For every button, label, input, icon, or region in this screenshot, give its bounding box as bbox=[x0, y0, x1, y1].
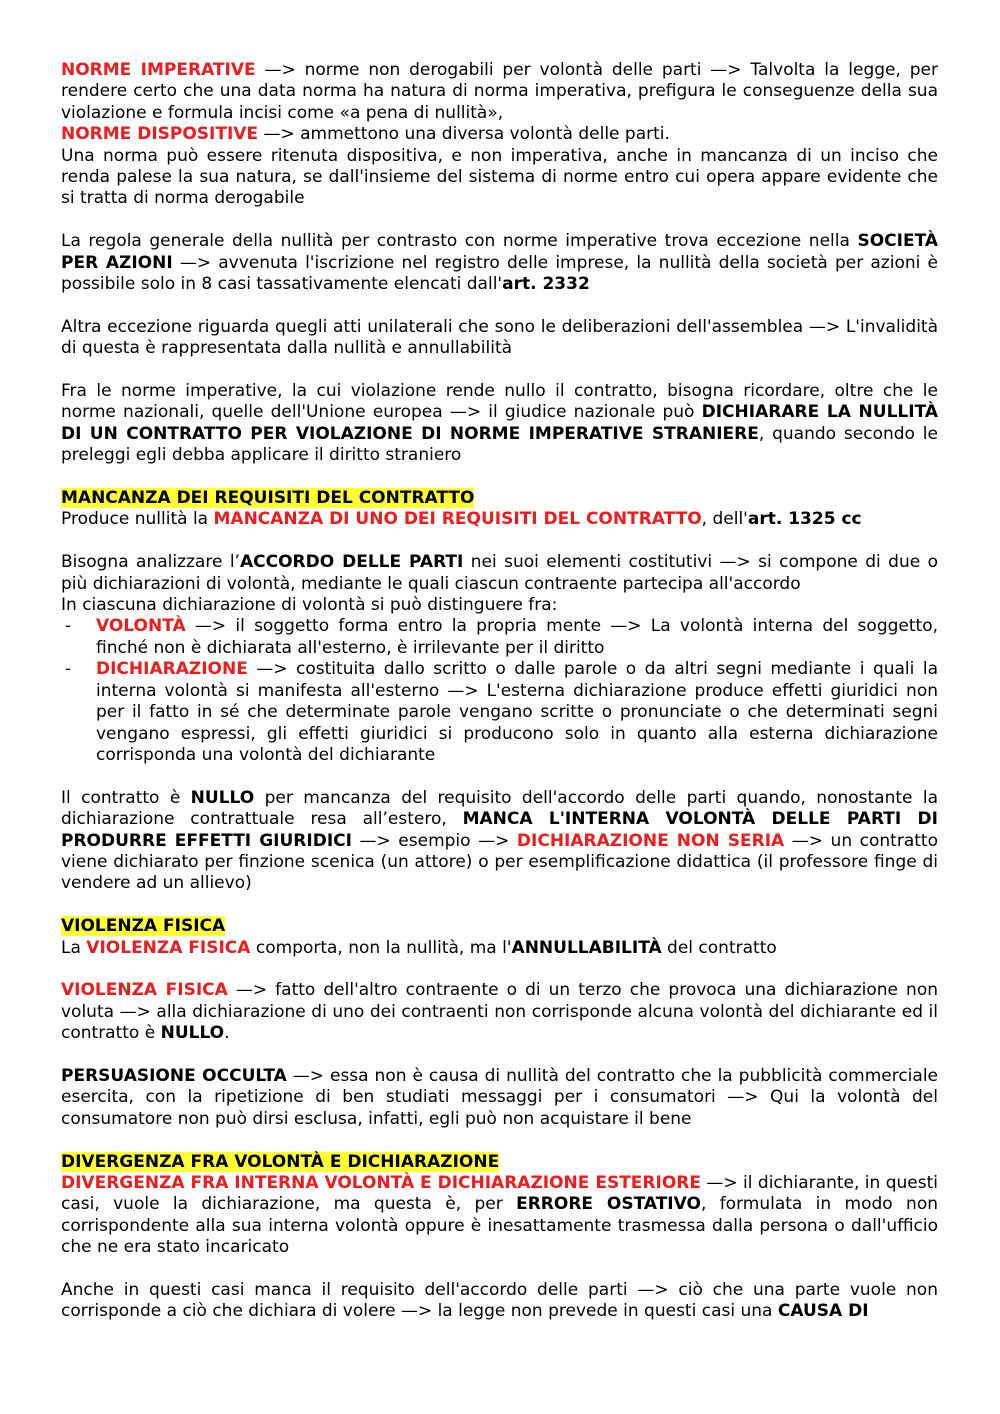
highlighted-heading: MANCANZA DEI REQUISITI DEL CONTRATTO bbox=[61, 488, 475, 509]
text: —> un contratto viene dichiarato per finzione scenica (un attore) o per esemplificazione didattica (il professore finge di vendere ad un allievo) bbox=[61, 830, 938, 894]
spacer bbox=[61, 959, 938, 980]
spacer bbox=[61, 295, 938, 316]
text: —> costituita dallo scritto o dalle parole o da altri segni mediante i quali la interna volontà si manifesta all'esterno —> L'esterna dichiarazione produce effetti giuridici non per il fatto in sé che determinate parole vengano scritte o pronunciate o che determinati segni vengano espressi, gli effetti giuridici si producono solo in quanto alla esterna dichiarazione corrisponda una volontà del dichiarante bbox=[96, 659, 938, 765]
text: Il contratto è bbox=[61, 787, 191, 808]
spacer bbox=[61, 1130, 938, 1151]
text: —> il dichiarante, in questi casi, vuole la dichiarazione, ma questa è, per bbox=[61, 1172, 938, 1215]
section-heading-mancanza-requisiti bbox=[61, 488, 938, 509]
paragraph-persuasione-occulta bbox=[61, 1066, 938, 1130]
text: —> ammettono una diversa volontà delle parti. bbox=[258, 124, 670, 145]
spacer bbox=[61, 895, 938, 916]
term-mancanza-requisiti: MANCANZA DI UNO DEI REQUISITI DEL CONTRATTO bbox=[213, 509, 702, 530]
spacer bbox=[61, 766, 938, 787]
term-errore-ostativo: ERRORE OSTATIVO bbox=[516, 1194, 701, 1215]
text: Anche in questi casi manca il requisito dell'accordo delle parti —> ciò che una parte vuole non corrisponde a ciò che dichiara di volere —> la legge non prevede in questi casi una bbox=[61, 1279, 938, 1322]
term-norme-dispositive: NORME DISPOSITIVE bbox=[61, 124, 259, 145]
term-societa-per-azioni: SOCIETÀ PER AZIONI bbox=[61, 231, 938, 273]
list-item-text bbox=[96, 659, 938, 766]
paragraph-norme-imperative bbox=[61, 60, 938, 124]
text: —> norme non derogabili per volontà delle parti —> Talvolta la legge, per rendere certo che una data norma ha natura di norma imperativa, prefigura le conseguenze della sua violazione e formula incisi come «a pena di nullità», bbox=[61, 60, 938, 123]
paragraph-contratto-nullo bbox=[61, 788, 938, 895]
term-accordo-parti: ACCORDO DELLE PARTI bbox=[239, 552, 464, 573]
term-nullo: NULLO bbox=[190, 787, 255, 808]
text: La bbox=[61, 937, 87, 958]
spacer bbox=[61, 210, 938, 231]
text: —> avvenuta l'iscrizione nel registro delle imprese, la nullità della società per azioni è possibile solo in 8 casi tassativamente elencati dall' bbox=[61, 252, 938, 295]
text: , formulata in modo non corrispondente alla sua interna volontà oppure è inesattamente trasmessa dalla persona o dall'ufficio che ne era stato incaricato bbox=[61, 1194, 938, 1258]
spacer bbox=[61, 1045, 938, 1066]
term-dichiarazione-non-seria: DICHIARAZIONE NON SERIA bbox=[516, 830, 785, 851]
text: La regola generale della nullità per contrasto con norme imperative trova eccezione nella bbox=[61, 231, 858, 252]
term-volonta: VOLONTÀ bbox=[96, 616, 186, 637]
list-bullet: - bbox=[65, 616, 72, 637]
term-nullo: NULLO bbox=[160, 1023, 225, 1044]
list-item-dichiarazione bbox=[61, 659, 938, 766]
text: —> fatto dell'altro contraente o di un terzo che provoca una dichiarazione non voluta —> alla dichiarazione di uno dei contraenti non corrisponde alcuna volontà del dichiarante ed il contratto è bbox=[61, 980, 938, 1044]
list-item-text bbox=[96, 616, 938, 659]
paragraph-violenza-annullabilita bbox=[61, 938, 938, 959]
paragraph-deliberazioni-assemblea: Altra eccezione riguarda quegli atti unilaterali che sono le deliberazioni dell'assemblea —> L'invalidità di questa è rappresentata dalla nullità e annullabilità bbox=[61, 316, 938, 359]
term-violenza-fisica: VIOLENZA FISICA bbox=[86, 937, 251, 958]
article-reference: art. 2332 bbox=[502, 274, 590, 295]
paragraph-divergenza bbox=[61, 1173, 938, 1259]
paragraph-requisito-accordo bbox=[61, 1280, 938, 1323]
article-reference: art. 1325 cc bbox=[747, 509, 862, 530]
paragraph-accordo-parti bbox=[61, 552, 938, 595]
text: —> esempio —> bbox=[351, 830, 517, 851]
document-page bbox=[61, 60, 938, 1323]
paragraph-dichiarazione-intro: In ciascuna dichiarazione di volontà si può distinguere fra: bbox=[61, 595, 558, 616]
spacer bbox=[61, 360, 938, 381]
term-violenza-fisica: VIOLENZA FISICA bbox=[61, 980, 228, 1001]
paragraph-violenza-definizione bbox=[61, 980, 938, 1044]
section-heading-divergenza bbox=[61, 1152, 938, 1173]
text: nei suoi elementi costitutivi —> si compone di due o più dichiarazioni di volontà, mediante le quali ciascun contraente partecipa all'accordo bbox=[61, 552, 938, 594]
term-persuasione-occulta: PERSUASIONE OCCULTA bbox=[61, 1065, 287, 1086]
paragraph-norme-dispositive bbox=[61, 124, 938, 145]
paragraph-societa-per-azioni bbox=[61, 231, 938, 295]
text: , quando secondo le preleggi egli debba applicare il diritto straniero bbox=[61, 423, 938, 466]
highlighted-heading: VIOLENZA FISICA bbox=[61, 916, 226, 937]
text: . bbox=[224, 1023, 230, 1044]
term-manca-interna-volonta: MANCA L'INTERNA VOLONTÀ DELLE PARTI DI PRODURRE EFFETTI GIURIDICI bbox=[61, 809, 938, 851]
paragraph-norma-dispositiva: Una norma può essere ritenuta dispositiva, e non imperativa, anche in mancanza di un inciso che renda palese la sua natura, se dall'insieme del sistema di norme entro cui opera appare evidente che si tratta di norma derogabile bbox=[61, 145, 938, 209]
text: —> essa non è causa di nullità del contratto che la pubblicità commerciale esercita, con la ripetizione di ben studiati messaggi per i consumatori —> Qui la volontà del consumatore non può dirsi esclusa, infatti, egli può non acquistare il bene bbox=[61, 1065, 938, 1129]
spacer bbox=[61, 1259, 938, 1280]
text: del contratto bbox=[661, 937, 777, 958]
term-divergenza: DIVERGENZA FRA INTERNA VOLONTÀ E DICHIARAZIONE ESTERIORE bbox=[61, 1172, 701, 1193]
text: , dell' bbox=[701, 509, 748, 530]
text: Produce nullità la bbox=[61, 509, 214, 530]
term-causa-di: CAUSA DI bbox=[777, 1301, 869, 1322]
text: per mancanza del requisito dell'accordo delle parti quando, nonostante la dichiarazione contrattuale resa all’estero, bbox=[61, 787, 938, 830]
list-item-volonta bbox=[61, 616, 938, 659]
spacer bbox=[61, 467, 938, 488]
text: comporta, non la nullità, ma l' bbox=[250, 937, 512, 958]
paragraph-mancanza-requisiti bbox=[61, 509, 938, 530]
term-annullabilita: ANNULLABILITÀ bbox=[511, 937, 662, 958]
text: —> il soggetto forma entro la propria mente —> La volontà interna del soggetto, finché non è dichiarata all'esterno, è irrilevante per il diritto bbox=[96, 616, 938, 658]
spacer bbox=[61, 531, 938, 552]
text: Fra le norme imperative, la cui violazione rende nullo il contratto, bisogna ricordare, oltre che le norme nazionali, quelle dell'Unione europea —> il giudice nazionale può bbox=[61, 381, 938, 423]
section-heading-violenza-fisica bbox=[61, 916, 938, 937]
highlighted-heading: DIVERGENZA FRA VOLONTÀ E DICHIARAZIONE bbox=[61, 1151, 500, 1172]
term-norme-imperative: NORME IMPERATIVE bbox=[61, 60, 256, 80]
list-bullet: - bbox=[65, 659, 72, 680]
term-dichiarazione: DICHIARAZIONE bbox=[96, 659, 248, 680]
term-nullita-norme-straniere: DICHIARARE LA NULLITÀ DI UN CONTRATTO PER VIOLAZIONE DI NORME IMPERATIVE STRANIERE bbox=[61, 402, 939, 444]
paragraph-norme-straniere bbox=[61, 381, 938, 467]
text: Bisogna analizzare l’ bbox=[61, 552, 240, 573]
